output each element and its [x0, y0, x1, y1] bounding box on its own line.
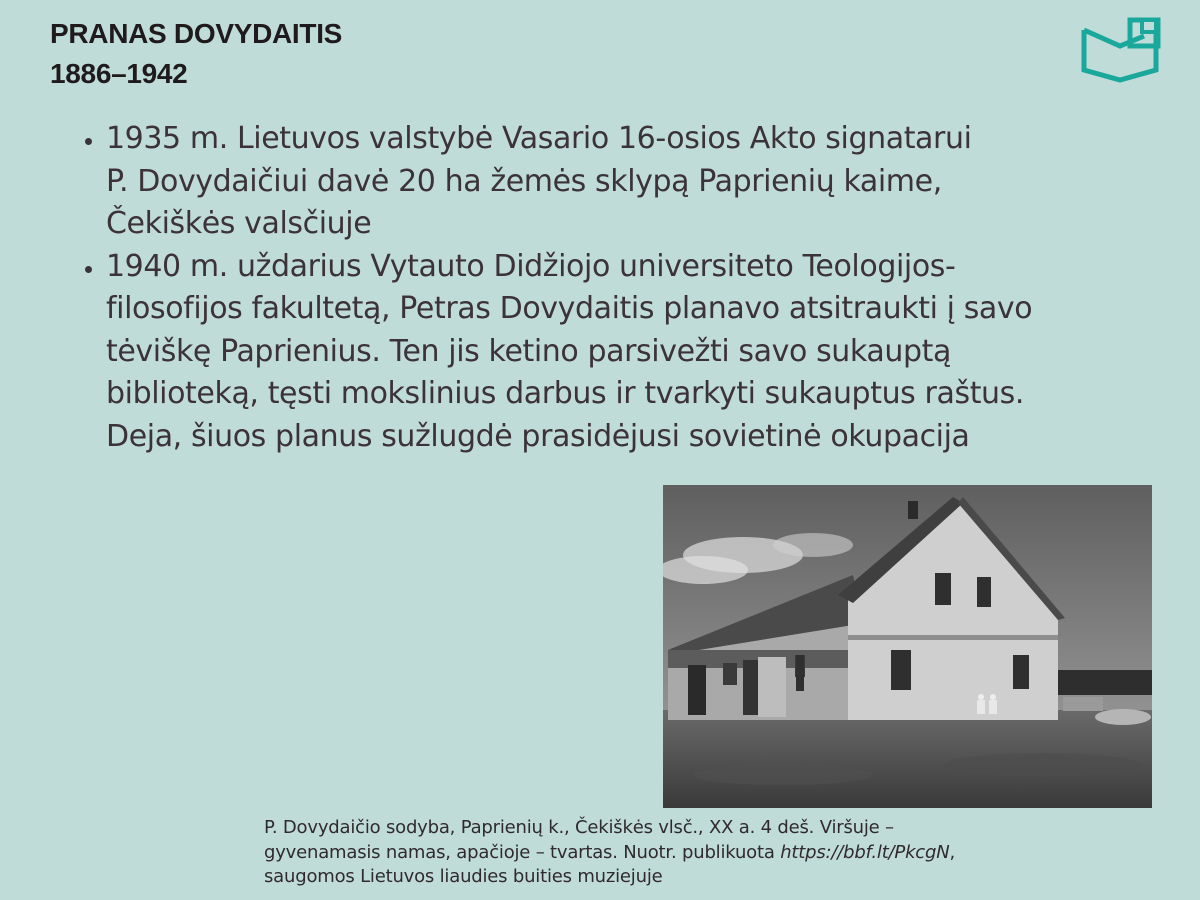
- caption-line: gyvenamasis namas, apačioje – tvartas. Nuotr. publikuota: [264, 841, 781, 863]
- page-header: [50, 14, 342, 94]
- caption-punctuation: ,: [949, 841, 956, 863]
- bullet-line: Deja, šiuos planus sužlugdė prasidėjusi sovietinė okupacija: [106, 418, 970, 454]
- bullet-line: 1940 m. uždarius Vytauto Didžiojo universiteto Teologijos-: [106, 248, 956, 284]
- caption-line: P. Dovydaičio sodyba, Paprienių k., Čekiškės vlsč., XX a. 4 deš. Viršuje –: [264, 817, 894, 838]
- bullet-line: tėviškę Paprienius. Ten jis ketino parsivežti savo sukauptą: [106, 333, 951, 369]
- source-link[interactable]: https://bbf.lt/PkcgN: [780, 841, 950, 863]
- bullet-line: Čekiškės valsčiuje: [106, 206, 372, 241]
- bullet-item: [106, 118, 1200, 246]
- open-book-icon: [1078, 16, 1164, 88]
- person-years: 1886–1942: [50, 58, 188, 89]
- farmhouse-photo: [663, 485, 1152, 808]
- bullet-line: filosofijos fakultetą, Petras Dovydaitis planavo atsitraukti į savo: [106, 291, 1033, 326]
- photo-caption: [264, 816, 1164, 890]
- caption-line: saugomos Lietuvos liaudies buities muziejuje: [264, 866, 663, 887]
- bullet-line: P. Dovydaičiui davė 20 ha žemės sklypą Paprienių kaime,: [106, 163, 942, 199]
- bullet-item: [106, 246, 1200, 459]
- bullet-list: [72, 118, 1200, 458]
- person-name: PRANAS DOVYDAITIS: [50, 18, 343, 49]
- bullet-line: 1935 m. Lietuvos valstybė Vasario 16-osios Akto signatarui: [106, 121, 972, 156]
- bullet-line: biblioteką, tęsti mokslinius darbus ir tvarkyti sukauptus raštus.: [106, 376, 1025, 411]
